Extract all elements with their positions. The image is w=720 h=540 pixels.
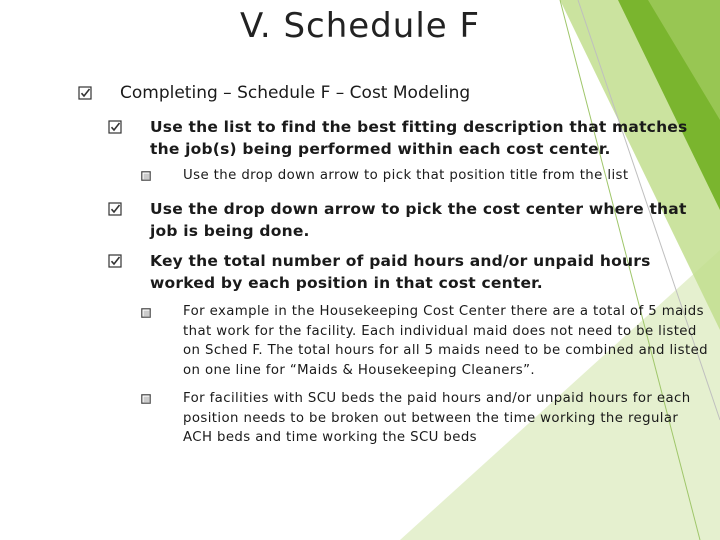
- bullet-point-2: Use the drop down arrow to pick the cost center where that job is being done.: [150, 200, 687, 240]
- hollow-square-icon: [141, 394, 151, 404]
- sub-point-3-1: For example in the Housekeeping Cost Center there are a total of 5 maids that work for the facility. Each individual maid does not need to be listed on Sched F. The total hours for all 5 maids need to be combined and listed on one line for “Maids & Housekeeping Cleaners”.: [183, 304, 709, 378]
- checked-box-icon: [108, 202, 122, 216]
- bullet-point-3: Key the total number of paid hours and/or unpaid hours worked by each position in that cost center.: [150, 252, 651, 292]
- checked-box-icon: [108, 254, 122, 268]
- slide-title: V. Schedule F: [239, 6, 481, 46]
- level1-heading: Completing – Schedule F – Cost Modeling: [120, 83, 471, 103]
- bullet-point-1: Use the list to find the best fitting description that matches the job(s) being performed within each cost center.: [150, 118, 688, 158]
- hollow-square-icon: [141, 171, 151, 181]
- checked-box-icon: [78, 86, 92, 100]
- sub-point-3-2: For facilities with SCU beds the paid hours and/or unpaid hours for each position needs to be broken out between the time working the regular ACH beds and time working the SCU beds: [183, 391, 691, 445]
- checked-box-icon: [108, 120, 122, 134]
- sub-point-1-1: Use the drop down arrow to pick that position title from the list: [183, 168, 629, 183]
- hollow-square-icon: [141, 308, 151, 318]
